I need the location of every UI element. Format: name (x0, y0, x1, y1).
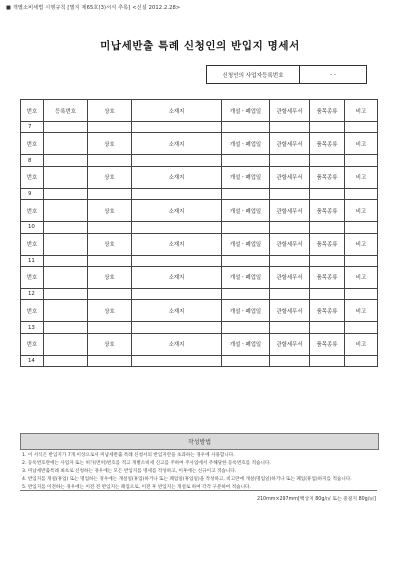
table-cell[interactable] (270, 122, 310, 133)
row-number: 9 (21, 188, 44, 199)
table-cell[interactable] (44, 222, 88, 233)
column-header: 상호 (88, 333, 132, 355)
table-cell[interactable] (310, 155, 345, 166)
table-cell[interactable] (310, 355, 345, 366)
table-cell[interactable] (222, 188, 270, 199)
table-row (21, 188, 378, 199)
table-cell[interactable] (44, 122, 88, 133)
column-header: 번호 (21, 233, 44, 255)
row-number: 14 (21, 355, 44, 366)
table-cell[interactable] (310, 288, 345, 299)
instruction-note: 3. 미납세반출특례 최초로 신청하는 경우에는 모든 반입지를 명세를 작성하고, 이후에는 신규이고 적습니다. (22, 469, 237, 475)
instruction-note: 2. 등록번호란에는 사업자 또는 허가(면허)번호를 적고 개별소비세 신고를 주하여 주사업에서 주해당한 등록번호를 적습니다. (22, 461, 271, 467)
table-cell[interactable] (270, 188, 310, 199)
table-row (21, 322, 378, 333)
row-number: 12 (21, 288, 44, 299)
column-header: 상호 (88, 233, 132, 255)
column-header: 관할세무서 (270, 100, 310, 122)
column-header: 관할세무서 (270, 333, 310, 355)
column-header (44, 233, 88, 255)
table-cell[interactable] (132, 322, 222, 333)
table-header-row (21, 200, 378, 222)
column-header: 번호 (21, 200, 44, 222)
row-number: 10 (21, 222, 44, 233)
instructions-title: 작성방법 (20, 433, 379, 450)
row-number: 13 (21, 322, 44, 333)
column-header: 품목종류 (310, 233, 345, 255)
column-header (44, 200, 88, 222)
table-cell[interactable] (88, 188, 132, 199)
column-header: 번호 (21, 133, 44, 155)
column-header: 상호 (88, 100, 132, 122)
table-cell[interactable] (310, 322, 345, 333)
column-header: 비고 (345, 133, 378, 155)
column-header: 소재지 (132, 133, 222, 155)
applicant-id-value[interactable]: - - (330, 71, 336, 78)
table-cell[interactable] (345, 188, 378, 199)
table-cell[interactable] (44, 355, 88, 366)
column-header (44, 133, 88, 155)
row-number: 11 (21, 255, 44, 266)
applicant-id-box (206, 65, 367, 84)
table-cell[interactable] (88, 288, 132, 299)
applicant-id-label: 신청인의 사업자등록번호 (207, 66, 300, 83)
column-header (44, 266, 88, 288)
table-cell[interactable] (88, 222, 132, 233)
column-header: 소재지 (132, 266, 222, 288)
table-cell[interactable] (132, 155, 222, 166)
column-header: 번호 (21, 333, 44, 355)
column-header: 비고 (345, 233, 378, 255)
instructions-notes (20, 452, 377, 492)
table-cell[interactable] (270, 322, 310, 333)
column-header: 품목종류 (310, 200, 345, 222)
table-cell[interactable] (132, 122, 222, 133)
table-cell[interactable] (132, 222, 222, 233)
table-cell[interactable] (44, 255, 88, 266)
table-cell[interactable] (44, 322, 88, 333)
table-cell[interactable] (132, 188, 222, 199)
table-header-row (21, 166, 378, 188)
table-cell[interactable] (88, 355, 132, 366)
form-header-note: ■ 개별소비세법 시행규칙 [별지 제65호(3)서식 추록] <신설 2012.2.28> (6, 5, 181, 11)
table-cell[interactable] (345, 322, 378, 333)
table-row (21, 288, 378, 299)
column-header: 소재지 (132, 333, 222, 355)
table-cell[interactable] (310, 122, 345, 133)
table-cell[interactable] (345, 255, 378, 266)
table-cell[interactable] (88, 322, 132, 333)
column-header: 비고 (345, 100, 378, 122)
table-cell[interactable] (222, 122, 270, 133)
column-header: 품목종류 (310, 100, 345, 122)
column-header: 품목종류 (310, 333, 345, 355)
table-cell[interactable] (270, 288, 310, 299)
table-cell[interactable] (88, 255, 132, 266)
table-cell[interactable] (222, 322, 270, 333)
table-cell[interactable] (345, 222, 378, 233)
column-header: 소재지 (132, 166, 222, 188)
document-title: 미납세반출 특례 신청인의 반입지 명세서 (100, 40, 300, 52)
column-header: 개설ㆍ폐업일 (222, 100, 270, 122)
column-header: 소재지 (132, 300, 222, 322)
table-header-row (21, 100, 378, 122)
column-header: 비고 (345, 333, 378, 355)
table-cell[interactable] (132, 288, 222, 299)
table-cell[interactable] (222, 255, 270, 266)
table-cell[interactable] (345, 155, 378, 166)
instruction-note: 4. 반입지를 개설(휴업) 또는 명업하는 경우에는 개설일(휴업)하거나 또는 폐업일(휴업일)을 작성하고, 비고란에 개설(명업일)하거나 또는 폐업(휴업)하지를 적습니다. (22, 477, 352, 483)
column-header: 관할세무서 (270, 233, 310, 255)
table-cell[interactable] (310, 188, 345, 199)
table-header-row (21, 233, 378, 255)
column-header: 개설ㆍ폐업일 (222, 200, 270, 222)
column-header: 관할세무서 (270, 266, 310, 288)
table-cell[interactable] (310, 222, 345, 233)
table-cell[interactable] (44, 188, 88, 199)
table-cell[interactable] (270, 222, 310, 233)
table-cell[interactable] (345, 355, 378, 366)
table-cell[interactable] (270, 255, 310, 266)
column-header: 개설ㆍ폐업일 (222, 266, 270, 288)
column-header: 상호 (88, 200, 132, 222)
column-header: 비고 (345, 266, 378, 288)
table-row (21, 222, 378, 233)
column-header (44, 166, 88, 188)
column-header: 개설ㆍ폐업일 (222, 133, 270, 155)
bottom-rule (20, 490, 377, 491)
table-cell[interactable] (310, 255, 345, 266)
instruction-note: 1. 이 서식은 반입지가 7개 이상으로서 미납세반출 특례 신청서의 반입지란을 초과하는 경우에 사용합니다. (22, 453, 235, 458)
table-header-row (21, 266, 378, 288)
column-header: 비고 (345, 300, 378, 322)
column-header: 등록번호 (44, 100, 88, 122)
column-header: 소재지 (132, 233, 222, 255)
table-cell[interactable] (132, 255, 222, 266)
row-number: 8 (21, 155, 44, 166)
column-header: 상호 (88, 166, 132, 188)
column-header: 소재지 (132, 100, 222, 122)
column-header: 번호 (21, 300, 44, 322)
table-cell[interactable] (88, 122, 132, 133)
table-row (21, 122, 378, 133)
column-header: 품목종류 (310, 166, 345, 188)
column-header (44, 333, 88, 355)
table-cell[interactable] (222, 288, 270, 299)
column-header: 품목종류 (310, 133, 345, 155)
column-header: 비고 (345, 200, 378, 222)
table-header-row (21, 300, 378, 322)
column-header: 관할세무서 (270, 200, 310, 222)
column-header: 품목종류 (310, 300, 345, 322)
column-header (44, 300, 88, 322)
column-header: 개설ㆍ폐업일 (222, 333, 270, 355)
column-header: 상호 (88, 133, 132, 155)
table-cell[interactable] (345, 122, 378, 133)
table-cell[interactable] (222, 355, 270, 366)
table-row (21, 155, 378, 166)
table-cell[interactable] (132, 355, 222, 366)
column-header: 품목종류 (310, 266, 345, 288)
column-header: 관할세무서 (270, 300, 310, 322)
column-header: 번호 (21, 166, 44, 188)
row-number: 7 (21, 122, 44, 133)
column-header: 개설ㆍ폐업일 (222, 300, 270, 322)
table-header-row (21, 333, 378, 355)
table-row (21, 355, 378, 366)
table-cell[interactable] (270, 155, 310, 166)
paper-spec-footer: 210mm×297mm[백상지 80g/㎡ 또는 중질지 80g/㎡] (256, 497, 376, 502)
column-header: 번호 (21, 266, 44, 288)
column-header: 소재지 (132, 200, 222, 222)
import-site-table (20, 99, 378, 367)
table-cell[interactable] (222, 222, 270, 233)
column-header: 개설ㆍ폐업일 (222, 166, 270, 188)
table-cell[interactable] (345, 288, 378, 299)
table-cell[interactable] (270, 355, 310, 366)
table-cell[interactable] (44, 155, 88, 166)
column-header: 관할세무서 (270, 166, 310, 188)
table-cell[interactable] (44, 288, 88, 299)
column-header: 번호 (21, 100, 44, 122)
instruction-note: 5. 반입지를 이전하는 경우에는 이전 전 반입지는 폐업으로, 이전 후 반입지는 개설로 하여 각각 구분하여 적습니다. (22, 485, 251, 491)
table-header-row (21, 133, 378, 155)
table-cell[interactable] (222, 155, 270, 166)
column-header: 관할세무서 (270, 133, 310, 155)
column-header: 개설ㆍ폐업일 (222, 233, 270, 255)
table-row (21, 255, 378, 266)
table-cell[interactable] (88, 155, 132, 166)
column-header: 상호 (88, 300, 132, 322)
column-header: 상호 (88, 266, 132, 288)
column-header: 비고 (345, 166, 378, 188)
